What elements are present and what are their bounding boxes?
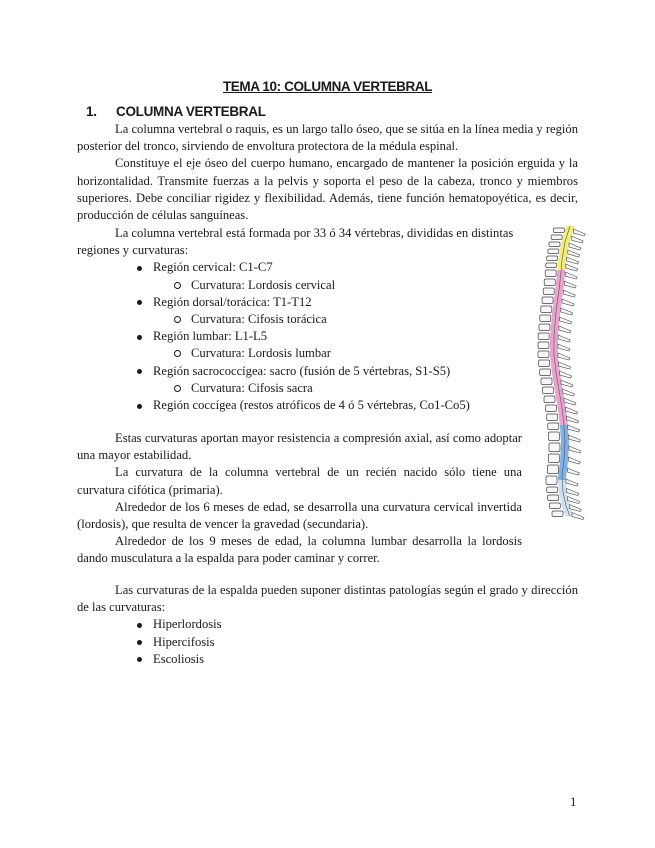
paragraph-composition: La columna vertebral está formada por 33 ó 34 vértebras, divididas en distintas regiones y curvaturas: (77, 226, 514, 258)
vertebra-body (546, 476, 557, 485)
spinous-process (568, 250, 580, 257)
spinous-process (568, 497, 580, 504)
vertebra-body (547, 256, 558, 261)
spinous-process (568, 425, 580, 432)
vertebra-body (538, 351, 549, 358)
vertebra-body (538, 333, 549, 340)
vertebra-body (547, 465, 558, 474)
vertebra-body (541, 378, 552, 385)
list-item-curvature: Curvatura: Lordosis lumbar (77, 345, 522, 362)
vertebra-body (538, 342, 549, 349)
spinous-process (566, 407, 578, 414)
vertebra-body (544, 396, 555, 403)
spinous-process (559, 326, 571, 333)
spinous-process (566, 479, 578, 486)
pathologies-list (77, 616, 578, 668)
vertebra-body (543, 387, 554, 394)
vertebra-body (547, 487, 558, 493)
list-item-region: Región cervical: C1-C7 (77, 259, 522, 276)
intro-block (77, 121, 578, 224)
list-item-curvature: Curvatura: Cifosis sacra (77, 380, 522, 397)
section-heading (86, 103, 266, 120)
spinous-process (559, 362, 571, 369)
paragraph-six-months: Alrededor de los 6 meses de edad, se desarrolla una curvatura cervical invertida (lordosis), que resulta de vencer la gravedad (secundaria). (77, 499, 522, 532)
spinous-process (558, 353, 570, 360)
vertebra-body (544, 279, 555, 286)
vertebra-body (545, 270, 556, 277)
vertebra-body (548, 423, 559, 430)
page-number: 1 (570, 794, 577, 809)
spinous-process (571, 236, 583, 243)
list-item-pathology: Hiperlordosis (77, 616, 578, 633)
list-item-pathology: Hipercifosis (77, 634, 578, 651)
vertebra-body (549, 443, 560, 452)
spinous-process (567, 489, 579, 496)
paragraph-function: Constituye el eje óseo del cuerpo humano, encargado de mantener la posición erguida y la horizontalidad. Transmite fuerzas a la pelvis y soporta el peso de la cabeza, tronco y miembros superiores. Debe conciliar rigidez y flexibilidad. Además, tiene función hematopoyética, es decir, producción de células sanguíneas. (77, 156, 578, 223)
list-item-region: Región dorsal/torácica: T1-T12 (77, 294, 522, 311)
spinous-process (568, 435, 580, 442)
vertebra-body (549, 242, 560, 247)
spinous-process (573, 229, 585, 236)
spinous-process (563, 389, 575, 396)
spinous-process (561, 380, 573, 387)
vertebra-body (543, 288, 554, 295)
spinous-process (567, 257, 579, 264)
vertebra-body (540, 315, 551, 322)
spinous-process (563, 290, 575, 297)
vertebra-body (542, 297, 553, 304)
vertebra-body (551, 235, 562, 240)
regions-block (77, 225, 522, 414)
vertebrae-group (538, 226, 585, 520)
curvature-notes-block (77, 430, 522, 568)
vertebra-body (539, 360, 550, 367)
vertebra-body (548, 249, 559, 254)
spinous-process (564, 398, 576, 405)
list-item-curvature: Curvatura: Cifosis torácica (77, 311, 522, 328)
paragraph-newborn: La curvatura de la columna vertebral de un recién nacido sólo tiene una curvatura cifótica (primaria). (77, 465, 522, 497)
vertebra-body (547, 414, 558, 421)
list-item-region: Región sacrococcígea: sacro (fusión de 5 vértebras, S1-S5) (77, 363, 522, 380)
vertebra-body (541, 306, 552, 313)
paragraph-nine-months: Alrededor de los 9 meses de edad, la columna lumbar desarrolla la lordosis dando musculatura a la espalda para poder caminar y correr. (77, 534, 522, 566)
list-item-pathology: Escoliosis (77, 651, 578, 668)
spinous-process (569, 446, 581, 453)
regions-list (77, 259, 522, 414)
vertebra-body (540, 369, 551, 376)
spinous-process (560, 371, 572, 378)
spinous-process (569, 243, 581, 250)
paragraph-pathologies: Las curvaturas de la espalda pueden suponer distintas patologías según el grado y dirección de las curvaturas: (77, 583, 578, 615)
pathologies-block (77, 582, 578, 668)
spinous-process (567, 468, 579, 475)
spine-illustration (532, 220, 590, 522)
list-item-region: Región lumbar: L1-L5 (77, 328, 522, 345)
section-title: COLUMNA VERTEBRAL (116, 104, 266, 119)
spinous-process (562, 299, 574, 306)
spinous-process (568, 457, 580, 464)
vertebra-body (553, 228, 564, 233)
spinous-process (560, 317, 572, 324)
spinous-process (564, 281, 576, 288)
spinous-process (567, 416, 579, 423)
list-item-region: Región coccígea (restos atróficos de 4 ó 5 vértebras, Co1-Co5) (77, 397, 522, 414)
vertebra-body (548, 495, 559, 501)
vertebra-body (548, 454, 559, 463)
section-number: 1. (86, 104, 97, 119)
spinous-process (572, 513, 584, 520)
spinous-process (566, 264, 578, 271)
spinous-process (561, 308, 573, 315)
spinous-process (558, 344, 570, 351)
spinous-process (565, 272, 577, 279)
vertebra-body (546, 263, 557, 268)
list-item-curvature: Curvatura: Lordosis cervical (77, 277, 522, 294)
vertebra-body (539, 324, 550, 331)
paragraph-definition: La columna vertebral o raquis, es un largo tallo óseo, que se sitúa en la línea media y región posterior del tronco, sirviendo de envoltura protectora de la médula espinal. (77, 122, 578, 154)
vertebra-body (548, 432, 559, 441)
vertebra-body (552, 511, 563, 517)
document-title: TEMA 10: COLUMNA VERTEBRAL (222, 79, 433, 94)
vertebra-body (546, 405, 557, 412)
spinous-process (558, 335, 570, 342)
paragraph-resistance: Estas curvaturas aportan mayor resistencia a compresión axial, así como adoptar una mayor estabilidad. (77, 431, 522, 463)
vertebra-body (549, 503, 560, 509)
